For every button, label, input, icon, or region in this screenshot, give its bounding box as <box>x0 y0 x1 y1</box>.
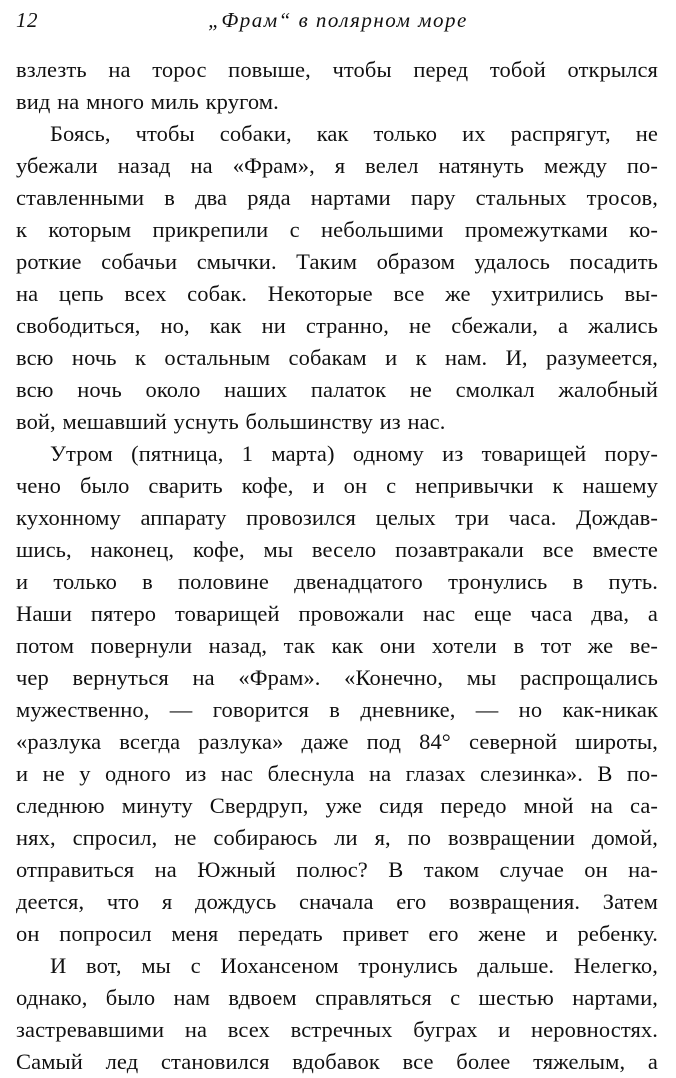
text-line: к которым прикрепили с небольшими промежутками ко- <box>16 217 658 242</box>
text-line: нях, спросил, не собираюсь ли я, по возвращении домой, <box>16 825 658 850</box>
text-line: убежали назад на «Фрам», я велел натянуть между по- <box>16 153 658 178</box>
text-line: потом повернули назад, так как они хотели в тот же ве- <box>16 633 658 658</box>
page-header <box>16 4 660 38</box>
text-line: деется, что я дождусь сначала его возвращения. Затем <box>16 889 658 914</box>
text-line: чер вернуться на «Фрам». «Конечно, мы распрощались <box>16 665 658 690</box>
text-line: шись, наконец, кофе, мы весело позавтракали все вместе <box>16 537 658 562</box>
text-line: Боясь, чтобы собаки, как только их распрягут, не <box>50 121 658 146</box>
text-line: он попросил меня передать привет его жене и ребенку. <box>16 921 658 946</box>
text-line: чено было сварить кофе, и он с непривычки к нашему <box>16 473 658 498</box>
body-text <box>16 54 658 1078</box>
text-line: следнюю минуту Свердруп, уже сидя передо мной на са- <box>16 793 658 818</box>
text-line: взлезть на торос повыше, чтобы перед тобой открылся <box>16 57 658 82</box>
text-line: и только в половине двенадцатого тронулись в путь. <box>16 569 658 594</box>
text-line: застревавшими на всех встречных буграх и неровностях. <box>16 1017 658 1042</box>
page-number: 12 <box>16 8 38 32</box>
text-line: свободиться, но, как ни странно, не сбежали, а жались <box>16 313 658 338</box>
text-line: И вот, мы с Иохансеном тронулись дальше. Нелегко, <box>50 953 658 978</box>
text-line: однако, было нам вдвоем справляться с шестью нартами, <box>16 985 658 1010</box>
text-line: Самый лед становился вдобавок все более тяжелым, а <box>16 1049 658 1074</box>
text-line: вид на много миль кругом. <box>16 89 279 114</box>
text-line: Утром (пятница, 1 марта) одному из товарищей пору- <box>50 441 658 466</box>
text-line: на цепь всех собак. Некоторые все же ухитрились вы- <box>16 281 658 306</box>
text-line: «разлука всегда разлука» даже под 84° северной широты, <box>16 729 658 754</box>
text-line: кухонному аппарату провозился целых три часа. Дождав- <box>16 505 658 530</box>
text-line: Наши пятеро товарищей провожали нас еще часа два, а <box>16 601 658 626</box>
text-line: всю ночь к остальным собакам и к нам. И, разумеется, <box>16 345 658 370</box>
text-line: и не у одного из нас блеснула на глазах слезинка». В по- <box>16 761 658 786</box>
text-line: отправиться на Южный полюс? В таком случае он на- <box>16 857 658 882</box>
running-title: „Фрам“ в полярном море <box>208 8 468 32</box>
text-line: роткие собачьи смычки. Таким образом удалось посадить <box>16 249 658 274</box>
text-line: мужественно, — говорится в дневнике, — но как-никак <box>16 697 658 722</box>
text-line: ставленными в два ряда нартами пару стальных тросов, <box>16 185 658 210</box>
text-line: всю ночь около наших палаток не смолкал жалобный <box>16 377 658 402</box>
text-line: вой, мешавший уснуть большинству из нас. <box>16 409 446 434</box>
